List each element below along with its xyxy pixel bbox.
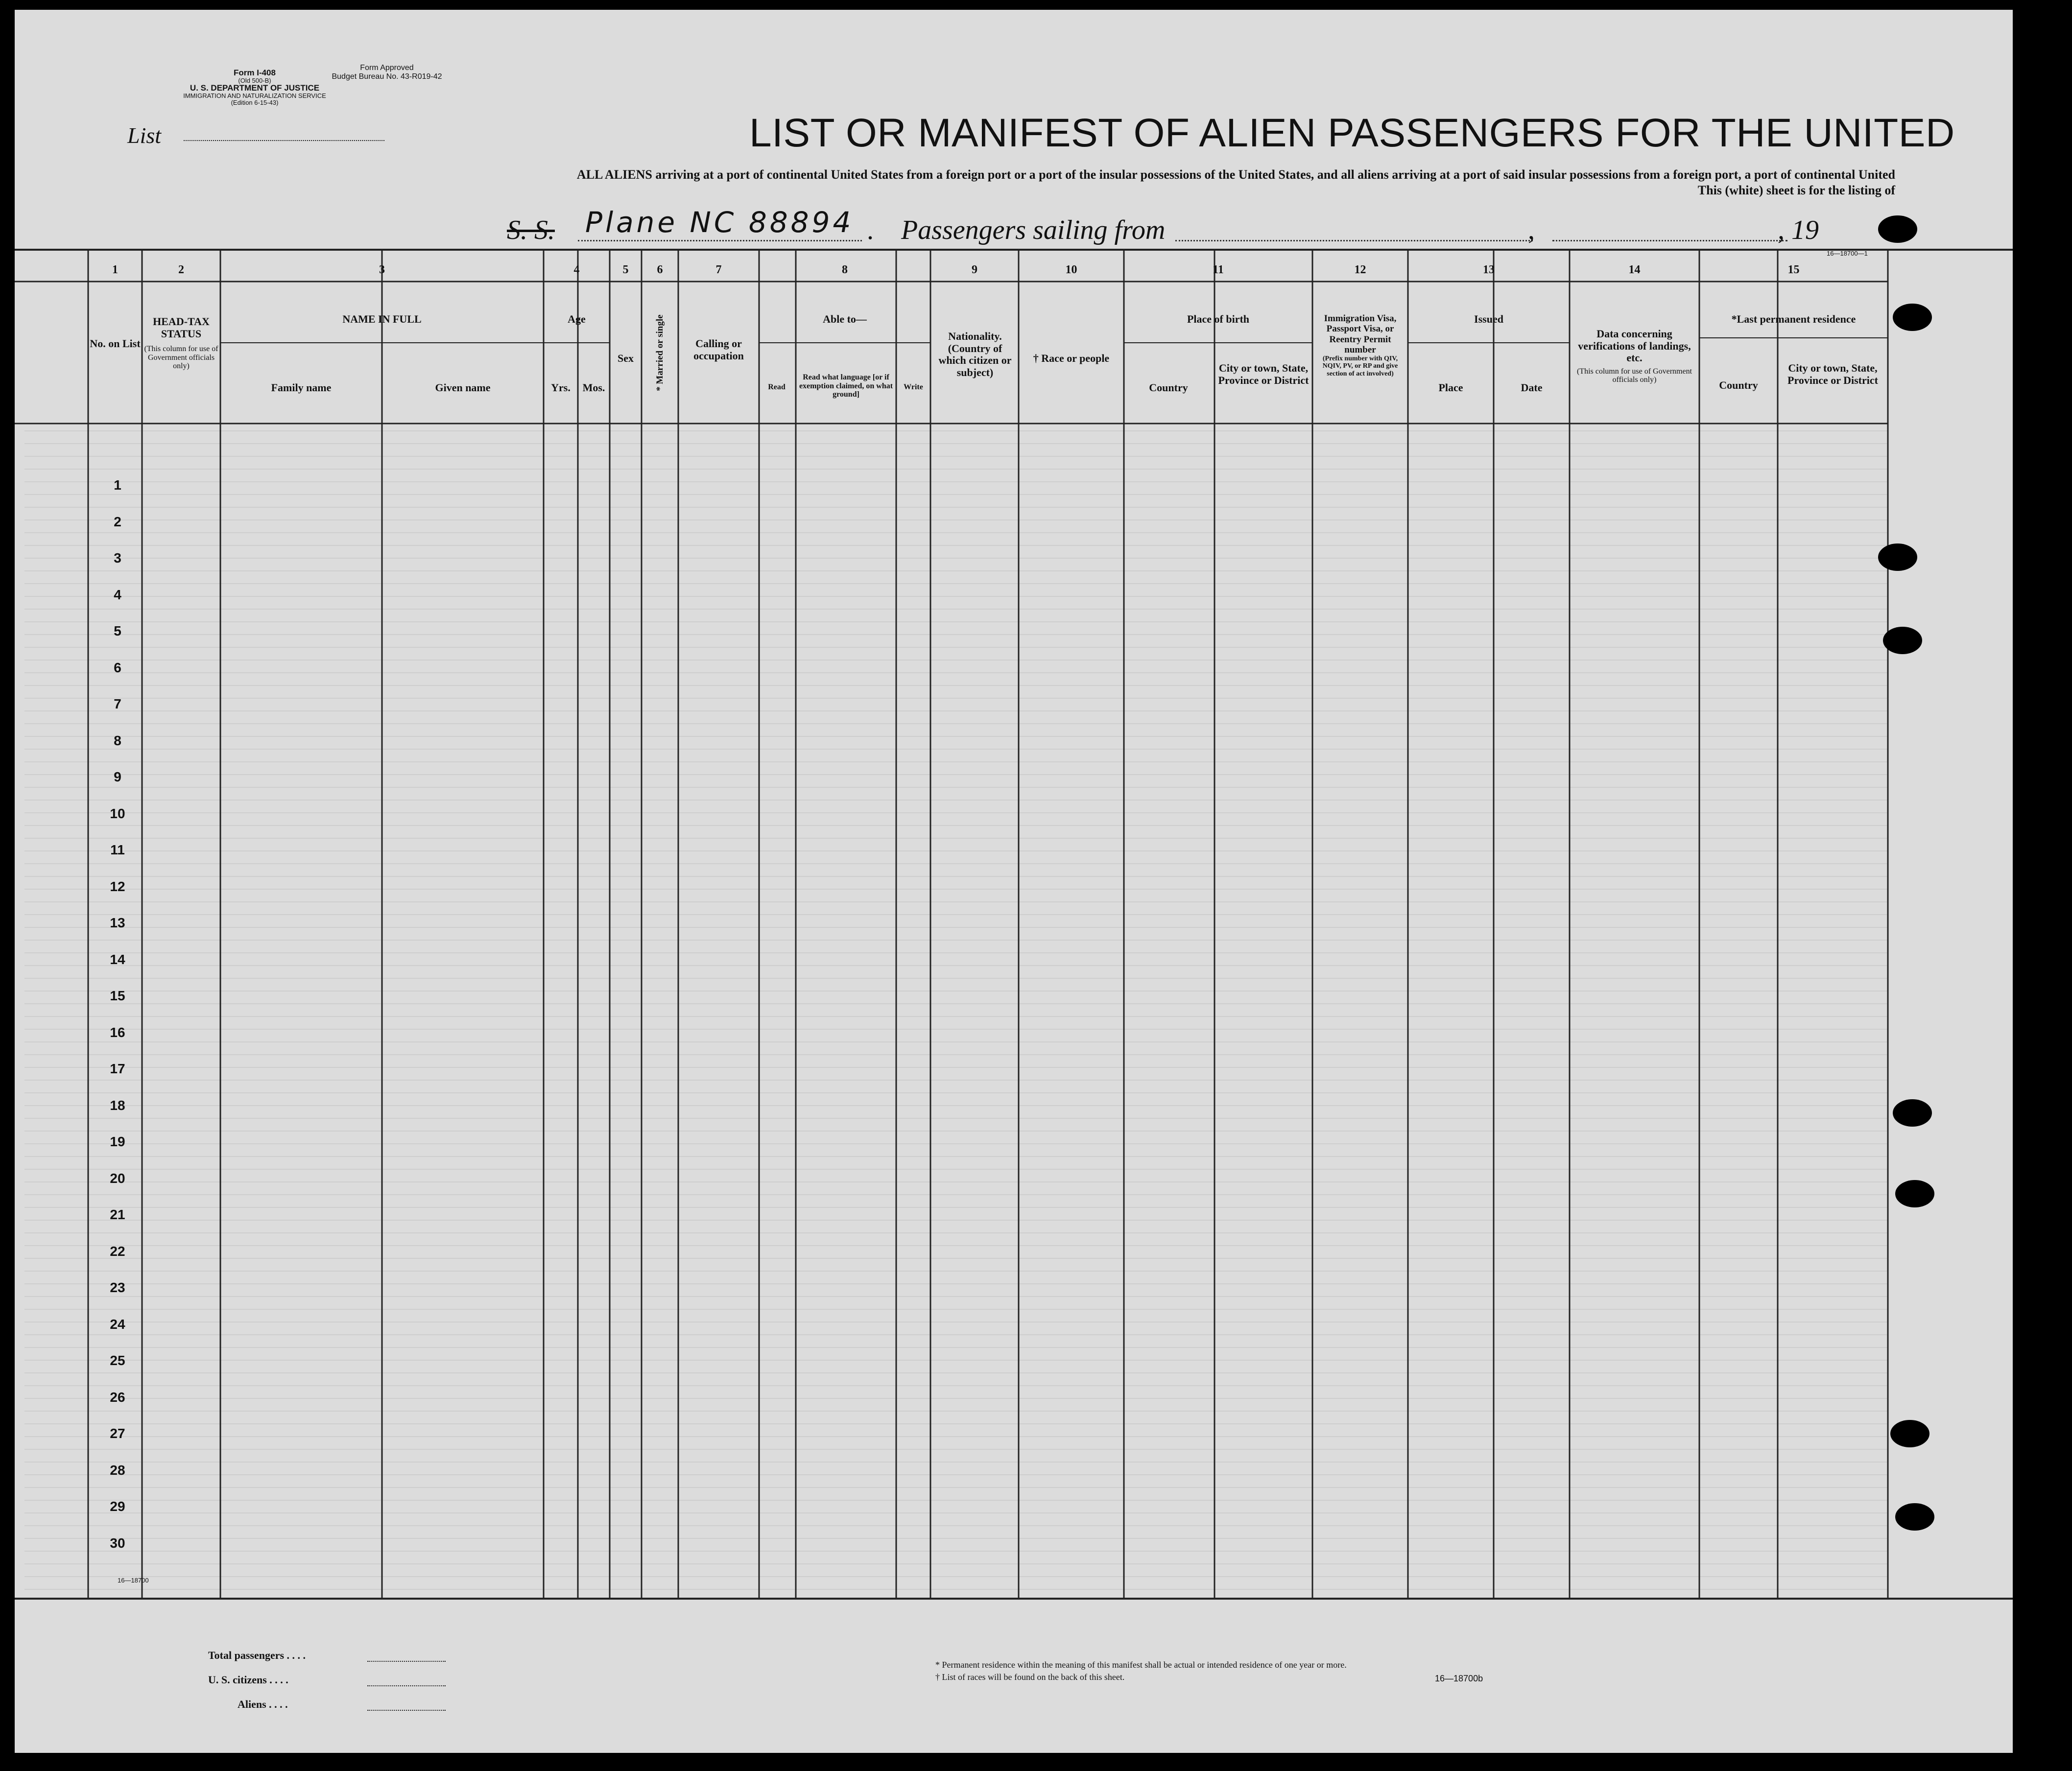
header-calling: Calling or occupation [693,337,744,362]
sailing-from-label: Passengers sailing from [901,215,1166,245]
header-write: Write [904,383,923,391]
punch-hole [1895,1180,1934,1207]
row-number: 27 [110,1426,125,1441]
us-citizens-field[interactable] [367,1685,446,1686]
col-number-12: 12 [1354,263,1366,276]
ss-label: S. S. [507,215,555,245]
header-read: Read [768,383,786,391]
col-number-8: 8 [842,263,848,276]
row-number: 3 [114,550,121,566]
header-mos: Mos. [582,381,605,394]
period-mark: . [867,215,874,245]
col-number-3: 3 [379,263,385,276]
head-tax-note: (This column for use of Government officials only) [144,345,218,371]
row-number: 11 [110,842,125,857]
old-number: (Old 500-B) [238,76,271,84]
punch-hole [1895,1503,1934,1531]
form-code-bottom: 16—18700 [118,1577,149,1584]
punch-hole [1878,543,1917,571]
data-concerning-title: Data concerning verifications of landings, etc. [1578,328,1691,364]
aliens-label: Aliens . . . . [238,1698,288,1710]
footnote-permanent-residence: * Permanent residence within the meaning of this manifest shall be actual or intended residence of one year or more. [935,1660,1347,1670]
footnote-races: † List of races will be found on the back of this sheet. [935,1672,1125,1682]
header-yrs: Yrs. [551,381,571,394]
punch-hole [1883,627,1922,654]
service-name: IMMIGRATION AND NATURALIZATION SERVICE [183,92,326,100]
approval-line-1: Form Approved [360,64,414,72]
row-number: 2 [114,514,121,529]
header-read-what: Read what language [or if exemption claimed, on what ground] [799,373,893,399]
header-birth-city: City or town, State, Province or District [1218,362,1309,386]
row-number: 20 [110,1170,125,1186]
row-number: 30 [110,1535,125,1551]
punch-hole [1893,1099,1932,1127]
col-number-10: 10 [1065,263,1077,276]
punch-hole [1878,215,1917,243]
form-number: Form I-408 [234,68,276,77]
row-number: 5 [114,623,121,638]
comma-mark: , [1528,215,1535,245]
header-given-name: Given name [435,381,491,394]
col-number-2: 2 [178,263,184,276]
row-number: 16 [110,1024,125,1040]
col-number-11: 11 [1213,263,1224,276]
row-number: 23 [110,1280,125,1295]
row-number: 7 [114,696,121,711]
header-name-in-full: NAME IN FULL [342,313,422,325]
col-number-14: 14 [1628,263,1641,276]
row-number: 29 [110,1499,125,1514]
col-number-7: 7 [715,263,722,276]
row-number: 13 [110,915,125,930]
row-number: 10 [110,805,125,821]
row-number: 21 [110,1207,125,1222]
row-number: 26 [110,1389,125,1405]
row-number: 17 [110,1061,125,1076]
header-race: † Race or people [1033,352,1110,364]
row-number: 18 [110,1097,125,1113]
row-number: 1 [114,477,121,493]
data-concerning-note: (This column for use of Government officials only) [1576,367,1692,384]
header-family-name: Family name [271,381,332,394]
edition: (Edition 6-15-43) [231,98,279,106]
col-number-6: 6 [657,263,663,276]
row-number: 19 [110,1134,125,1149]
vessel-name-handwritten: Plane NC 88894 [585,206,854,239]
us-citizens-label: U. S. citizens . . . . [208,1674,288,1686]
header-issued: Issued [1474,313,1503,325]
row-number: 22 [110,1243,125,1259]
subtitle-line-2: This (white) sheet is for the listing of [1697,183,1895,197]
header-issued-place: Place [1438,381,1463,394]
row-number: 6 [114,660,121,675]
row-number: 24 [110,1316,125,1332]
row-number: 4 [114,587,121,602]
header-head-tax [143,316,219,371]
col-number-9: 9 [972,263,977,276]
row-number: 28 [110,1462,125,1478]
row-number: 9 [114,769,121,784]
punch-hole [1893,304,1932,331]
row-number: 12 [110,878,125,894]
aliens-field[interactable] [367,1710,446,1711]
visa-title: Immigration Visa, Passport Visa, or Reentry Permit number [1324,313,1397,355]
header-place-of-birth: Place of birth [1187,313,1250,325]
col-number-4: 4 [573,263,580,276]
subtitle-line-1: ALL ALIENS arriving at a port of continental United States from a foreign port or a port of the insular possessions of the United States, and all aliens arriving at a port of said insular possessions from a foreign port, a port of continental United [576,167,1895,182]
row-number: 8 [114,732,121,748]
col-number-13: 13 [1483,263,1495,276]
footnote-code: 16—18700b [1435,1674,1483,1683]
header-nationality: Nationality. (Country of which citizen or subject) [938,330,1012,378]
total-passengers-label: Total passengers . . . . [208,1649,306,1661]
col-number-5: 5 [622,263,629,276]
row-number: 25 [110,1353,125,1368]
form-code-top: 16—18700—1 [1827,250,1868,257]
list-label: List [127,123,162,148]
header-residence-city: City or town, State, Province or District [1787,362,1878,386]
visa-note: (Prefix number with QIV, NQIV, PV, or RP and give section of act involved) [1322,355,1398,378]
approval-line-2: Budget Bureau No. 43-R019-42 [332,72,442,81]
head-tax-title: HEAD-TAX STATUS [153,315,210,340]
col-number-1: 1 [112,263,118,276]
header-birth-country: Country [1149,381,1188,394]
header-data-concerning [1574,328,1694,384]
punch-hole [1890,1420,1929,1447]
header-residence-country: Country [1719,379,1758,391]
header-issued-date: Date [1521,381,1543,394]
total-passengers-field[interactable] [367,1661,446,1662]
row-number: 15 [110,988,125,1003]
header-no-on-list: No. on List [90,337,141,350]
page-title: LIST OR MANIFEST OF ALIEN PASSENGERS FOR THE UNITED [749,111,1955,155]
header-able-to: Able to— [823,313,867,325]
department-name: U. S. DEPARTMENT OF JUSTICE [190,83,320,93]
year-label: , 19 [1778,215,1819,245]
manifest-sheet [15,10,2013,1753]
header-married-single: * Married or single [654,314,665,391]
header-visa [1315,313,1405,378]
header-age: Age [568,313,586,325]
row-number: 14 [110,951,125,967]
header-last-residence: *Last permanent residence [1731,313,1856,325]
col-number-15: 15 [1787,263,1800,276]
header-sex: Sex [618,352,634,364]
